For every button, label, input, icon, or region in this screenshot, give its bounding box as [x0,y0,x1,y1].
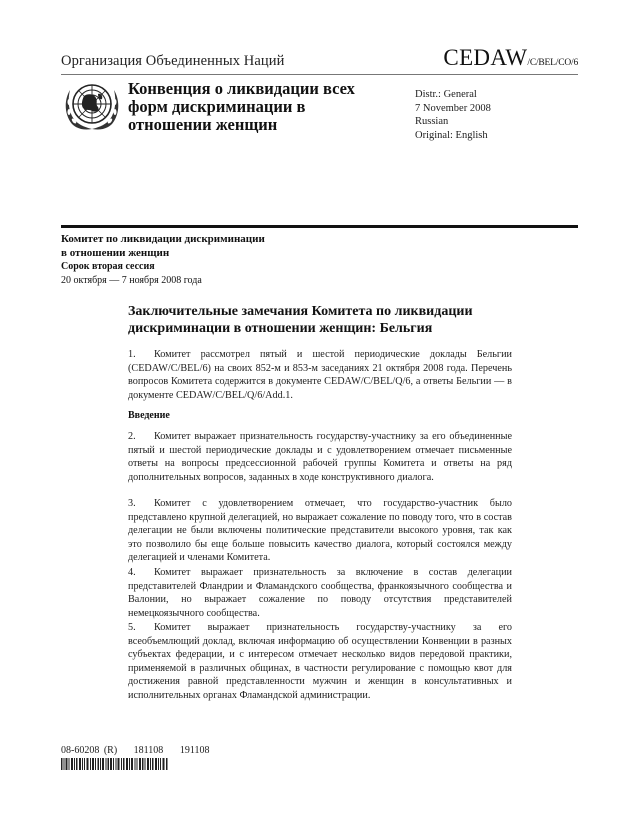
paragraph-3 [128,497,512,565]
un-emblem-icon [62,80,122,132]
barcode-icon [61,758,169,770]
committee-name-line2: в отношении женщин [61,246,170,259]
job-number: 08-60208 (R) [61,745,118,756]
paragraph-text: Комитет рассмотрел пятый и шестой периодические доклады Бельгии (CEDAW/C/BEL/6) на своих 852-м и 853-м заседаниях 21 октября 2008 года. Перечень вопросов Комитета содержится в документе CEDAW/C/BEL/Q/6, а ответы Бельгии — в документе CEDAW/C/BEL/Q/6/Add.1. [128,349,512,401]
distribution-block [415,88,491,142]
paragraph-text: Комитет выражает признательность государству-участнику за его всеобъемлющий доклад, включая информацию об осуществлении Конвенции в разных субъектах федерации, и с интересом отмечает несколько видов передовой практики, применяемой в различных общинах, в частности регулирование с помощью квот для достижения равной представленности мужчин и женщин в консультативных и исполнительных органах Фламандской администрации. [128,622,512,701]
paragraph-number: 3. [128,498,136,509]
distr-type: Distr.: General [415,89,477,100]
symbol-main: CEDAW [443,45,528,70]
paragraph-number: 4. [128,567,136,578]
paragraph-text: Комитет выражает признательность государству-участнику за его объединенные пятый и шестой периодические доклады и с удовлетворением отмечает письменные ответы на вопросы предсессионной рабочей группы Комитета и ответы на ряд дополнительных вопросов, заданных в ходе конструктивного диалога. [128,431,512,483]
footer-date-2: 191108 [179,745,210,756]
session-dates: 20 октября — 7 ноября 2008 года [61,274,202,286]
distr-language: Russian [415,116,449,127]
paragraph-number: 1. [128,349,136,360]
session-name: Сорок вторая сессия [61,261,155,272]
convention-title: Конвенция о ликвидации всех форм дискриминации в отношении женщин [128,79,355,134]
document-symbol [443,45,578,71]
footer-date-1: 181108 [133,745,164,756]
paragraph-2 [128,430,512,484]
paragraph-5 [128,621,512,703]
paragraph-text: Комитет выражает признательность за включение в состав делегации представителей Фландрии и Фламандского сообщества, франкоязычного сообщества и Валонии, но выражает сожаление по поводу отсутствия представителей немецкоязычного сообщества. [128,567,512,619]
paragraph-4 [128,566,512,620]
paragraph-text: Комитет с удовлетворением отмечает, что государство-участник было представлено крупной делегацией, но выражает сожаление по поводу того, что в состав делегации не были включены политические представители высокого уровня, так как это позволило бы еще больше повысить качество диалога, который состоялся между делегацией и членами Комитета. [128,498,512,564]
symbol-sub: /C/BEL/CO/6 [527,58,578,68]
header-divider [61,74,578,75]
paragraph-1 [128,348,512,402]
document-title: Заключительные замечания Комитета по ликвидации дискриминации в отношении женщин: Бельгия [128,304,473,336]
paragraph-number: 2. [128,431,136,442]
section-divider [61,225,578,228]
paragraph-number: 5. [128,622,136,633]
committee-name-line1: Комитет по ликвидации дискриминации [61,233,265,245]
committee-block [61,233,265,287]
distr-date: 7 November 2008 [415,102,491,114]
organization-name: Организация Объединенных Наций [61,53,285,69]
job-number-line [61,745,221,756]
distr-original: Original: English [415,129,488,141]
section-heading-introduction: Введение [128,410,170,421]
